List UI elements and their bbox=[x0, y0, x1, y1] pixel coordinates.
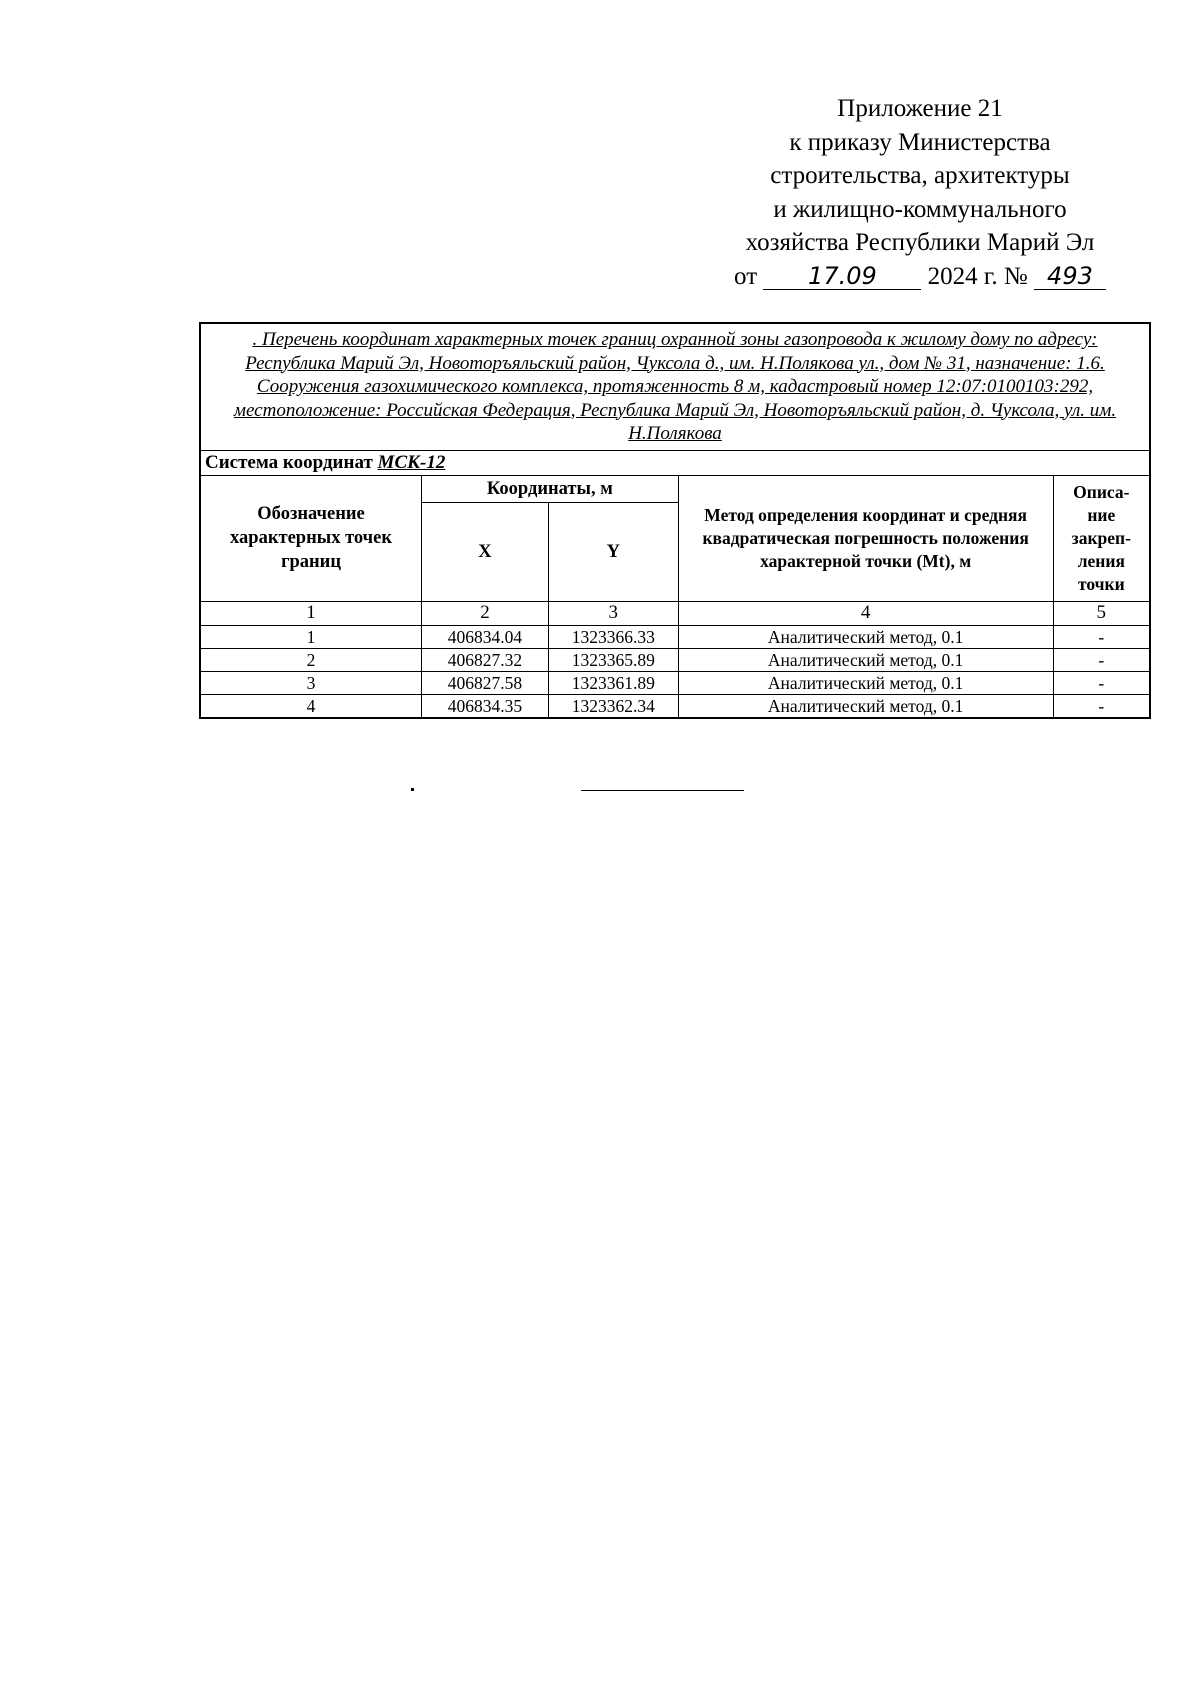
end-separator-line bbox=[581, 790, 744, 791]
column-index: 3 bbox=[548, 601, 678, 625]
header-description-line: ние bbox=[1087, 504, 1116, 525]
coord-y: 1323361.89 bbox=[548, 671, 678, 694]
coord-y: 1323366.33 bbox=[548, 625, 678, 648]
annex-line-ministry: строительства, архитектуры bbox=[770, 162, 1070, 189]
method: Аналитический метод, 0.1 bbox=[678, 671, 1053, 694]
header-x: X bbox=[422, 502, 549, 601]
fixation-description: - bbox=[1053, 648, 1150, 671]
stray-dot bbox=[411, 788, 414, 791]
point-number: 4 bbox=[200, 694, 422, 718]
point-number: 2 bbox=[200, 648, 422, 671]
coord-y: 1323365.89 bbox=[548, 648, 678, 671]
table-row bbox=[200, 625, 1150, 648]
annex-title: Приложение 21 bbox=[837, 95, 1003, 122]
coord-y: 1323362.34 bbox=[548, 694, 678, 718]
annex-line-housing: и жилищно-коммунального bbox=[773, 195, 1067, 223]
header-description-line: Описа- bbox=[1073, 481, 1130, 502]
date-prefix: от bbox=[734, 262, 758, 290]
column-index: 1 bbox=[200, 601, 422, 625]
table-row bbox=[200, 648, 1150, 671]
fixation-description: - bbox=[1053, 694, 1150, 718]
fixation-description: - bbox=[1053, 671, 1150, 694]
column-index: 5 bbox=[1053, 601, 1150, 625]
column-index: 2 bbox=[422, 601, 549, 625]
table-caption: . Перечень координат характерных точек границ охранной зоны газопровода к жилому дому по адресу: Республика Марий Эл, Новоторъяльский район, Чуксола д., им. Н.Полякова ул., дом № 31, назначение: 1.6. Сооружения газохимического комплекса, протяженность 8 м, кадастровый номер 12:07:0100103:292, местоположение: Российская Федерация, Республика Марий Эл, Новоторъяльский район, д. Чуксола, ул. им. Н.Полякова bbox=[200, 323, 1150, 450]
coord-x: 406834.04 bbox=[422, 625, 549, 648]
coord-x: 406827.32 bbox=[422, 648, 549, 671]
column-index: 4 bbox=[678, 601, 1053, 625]
year-number-label: 2024 г. № bbox=[927, 262, 1028, 290]
point-number: 3 bbox=[200, 671, 422, 694]
header-description-line: закреп- bbox=[1071, 527, 1131, 548]
annex-line-order: к приказу Министерства bbox=[789, 128, 1051, 156]
coordinate-system-label: Система координат bbox=[205, 451, 373, 473]
point-number: 1 bbox=[200, 625, 422, 648]
header-designation: Обозначение характерных точек границ bbox=[200, 475, 422, 601]
annex-header bbox=[690, 92, 1150, 293]
coord-x: 406827.58 bbox=[422, 671, 549, 694]
header-description-line: точки bbox=[1077, 573, 1125, 594]
handwritten-date: 17.09 bbox=[763, 263, 921, 290]
table-row bbox=[200, 671, 1150, 694]
method: Аналитический метод, 0.1 bbox=[678, 648, 1053, 671]
header-description bbox=[1053, 475, 1150, 601]
fixation-description: - bbox=[1053, 625, 1150, 648]
annex-date-line bbox=[690, 260, 1150, 294]
table-row bbox=[200, 694, 1150, 718]
annex-line-republic: хозяйства Республики Марий Эл bbox=[745, 229, 1095, 256]
coordinate-system-row bbox=[200, 450, 1150, 475]
header-y: Y bbox=[548, 502, 678, 601]
coordinate-system-value: МСК-12 bbox=[377, 451, 446, 473]
header-method: Метод определения координат и средняя квадратическая погрешность положения характерной точки (Mt), м bbox=[678, 475, 1053, 601]
coord-x: 406834.35 bbox=[422, 694, 549, 718]
header-description-line: ления bbox=[1077, 550, 1125, 571]
handwritten-order-number: 493 bbox=[1034, 263, 1106, 290]
column-index-row bbox=[200, 601, 1150, 625]
coordinates-table bbox=[199, 322, 1151, 719]
header-coordinates: Координаты, м bbox=[422, 475, 679, 502]
method: Аналитический метод, 0.1 bbox=[678, 625, 1053, 648]
method: Аналитический метод, 0.1 bbox=[678, 694, 1053, 718]
